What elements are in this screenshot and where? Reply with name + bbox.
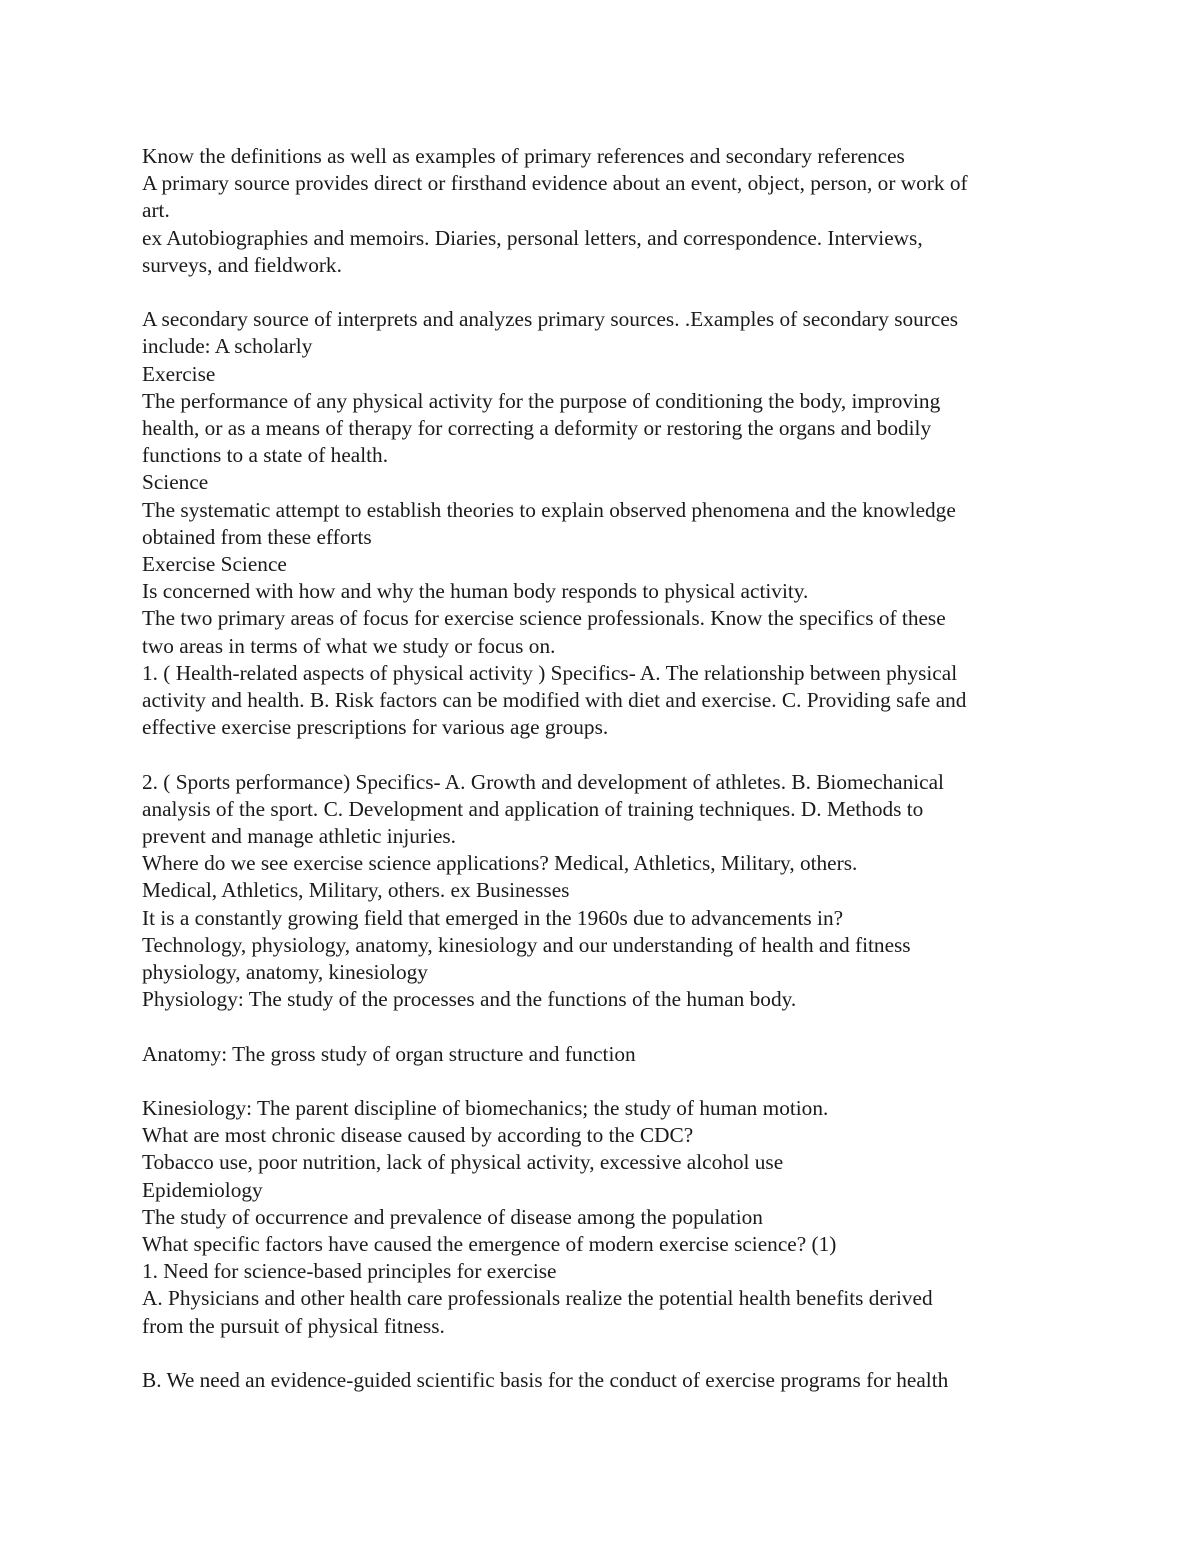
text-line: B. We need an evidence-guided scientific basis for the conduct of exercise programs for health — [142, 1368, 949, 1393]
text-line: What specific factors have caused the emergence of modern exercise science? (1) — [142, 1232, 837, 1257]
text-line: two areas in terms of what we study or focus on. — [142, 633, 556, 658]
text-line: obtained from these efforts — [142, 524, 372, 549]
text-line: physiology, anatomy, kinesiology — [142, 960, 428, 985]
text-line: A secondary source of interprets and analyzes primary sources. .Examples of secondary sources — [142, 307, 959, 332]
blank-line — [142, 1013, 1062, 1040]
text-line: The systematic attempt to establish theories to explain observed phenomena and the knowledge — [142, 497, 956, 522]
text-line: The study of occurrence and prevalence of disease among the population — [142, 1204, 763, 1229]
text-line: 1. ( Health-related aspects of physical activity ) Specifics- A. The relationship between physical — [142, 660, 958, 685]
text-line: functions to a state of health. — [142, 443, 389, 468]
text-line: The performance of any physical activity for the purpose of conditioning the body, improving — [142, 388, 941, 413]
text-line: A. Physicians and other health care professionals realize the potential health benefits derived — [142, 1286, 933, 1311]
text-line: Know the definitions as well as examples of primary references and secondary references — [142, 144, 905, 168]
text-line: Is concerned with how and why the human body responds to physical activity. — [142, 579, 809, 604]
text-line: Where do we see exercise science applications? Medical, Athletics, Military, others. — [142, 851, 858, 876]
blank-line — [142, 1068, 1062, 1095]
text-line: Science — [142, 470, 209, 495]
text-line: Medical, Athletics, Military, others. ex Businesses — [142, 878, 570, 903]
text-line: 2. ( Sports performance) Specifics- A. Growth and development of athletes. B. Biomechanical — [142, 769, 944, 794]
text-line: Epidemiology — [142, 1177, 263, 1202]
text-line: Exercise Science — [142, 552, 287, 577]
text-line: prevent and manage athletic injuries. — [142, 824, 457, 849]
text-line: include: A scholarly — [142, 334, 313, 359]
text-line: A primary source provides direct or firsthand evidence about an event, object, person, or work of — [142, 171, 968, 196]
blank-line — [142, 1340, 1062, 1367]
text-line: ex Autobiographies and memoirs. Diaries, personal letters, and correspondence. Interviews, — [142, 225, 923, 250]
text-line: 1. Need for science-based principles for exercise — [142, 1259, 557, 1284]
text-line: health, or as a means of therapy for correcting a deformity or restoring the organs and bodily — [142, 416, 932, 441]
text-line: Exercise — [142, 361, 216, 386]
text-line: effective exercise prescriptions for various age groups. — [142, 715, 609, 740]
text-line: surveys, and fieldwork. — [142, 252, 342, 277]
text-line: It is a constantly growing field that emerged in the 1960s due to advancements in? — [142, 905, 844, 930]
text-line: analysis of the sport. C. Development and application of training techniques. D. Methods to — [142, 796, 924, 821]
text-line: art. — [142, 198, 170, 223]
text-line: What are most chronic disease caused by according to the CDC? — [142, 1123, 694, 1148]
blank-line — [142, 279, 1062, 306]
text-line: from the pursuit of physical fitness. — [142, 1313, 445, 1338]
document-body — [142, 143, 1062, 1394]
text-line: activity and health. B. Risk factors can be modified with diet and exercise. C. Providing safe and — [142, 688, 967, 713]
text-line: Kinesiology: The parent discipline of biomechanics; the study of human motion. — [142, 1096, 829, 1121]
text-line: Physiology: The study of the processes and the functions of the human body. — [142, 987, 797, 1012]
text-line: Technology, physiology, anatomy, kinesiology and our understanding of health and fitness — [142, 932, 911, 957]
blank-line — [142, 741, 1062, 768]
text-line: Anatomy: The gross study of organ structure and function — [142, 1041, 636, 1066]
text-line: Tobacco use, poor nutrition, lack of physical activity, excessive alcohol use — [142, 1150, 784, 1175]
text-line: The two primary areas of focus for exercise science professionals. Know the specifics of these — [142, 606, 946, 631]
